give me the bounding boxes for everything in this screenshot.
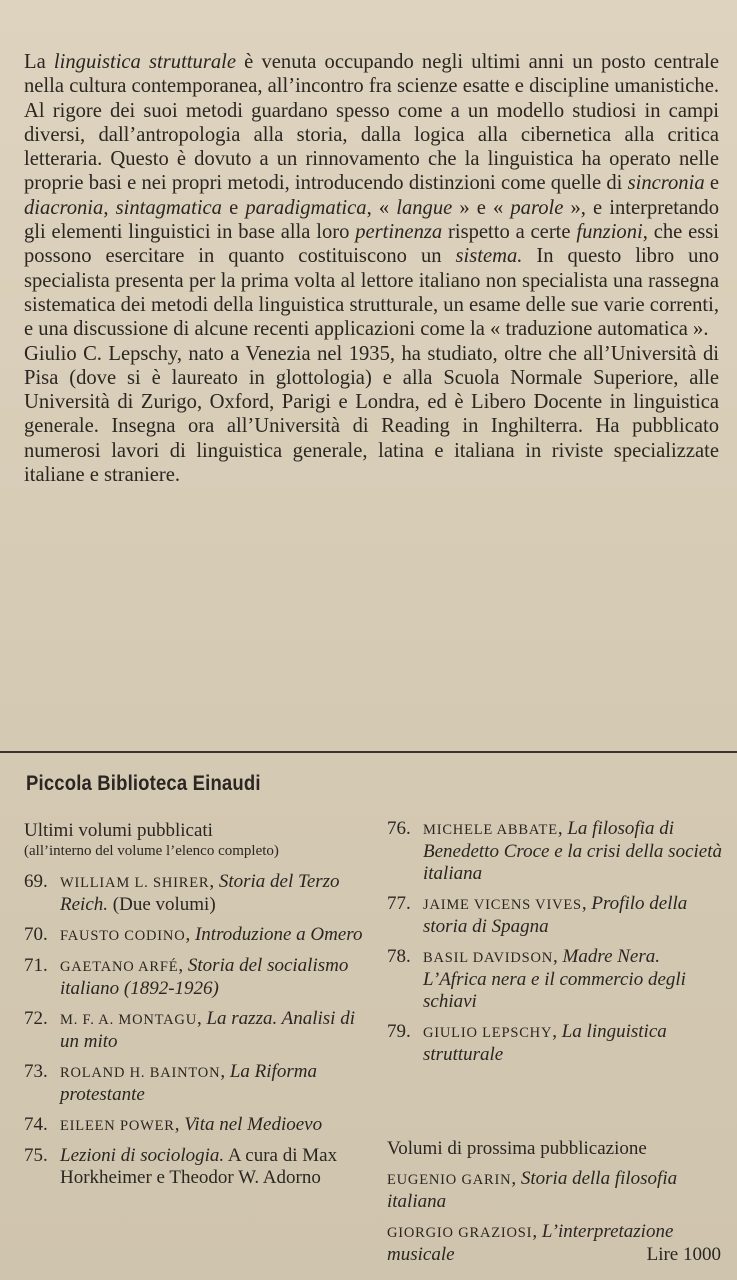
author-name: WILLIAM L. SHIRER [60,875,210,891]
volume-number: 73. [24,1061,48,1082]
volume-list-item: 74. EILEEN POWER, Vita nel Medioevo [24,1114,323,1135]
volume-number: 76. [387,818,411,839]
price-label: Lire 1000 [646,1244,721,1265]
volumes-column-left [24,820,369,1197]
upcoming-volumes-heading: Volumi di prossima pubblicazione [387,1138,647,1159]
volume-list-item: 76. MICHELE ABBATE, La filosofia di Benedetto Croce e la crisi della società italiana [387,818,722,884]
volume-number: 75. [24,1145,48,1166]
volumes-column-right [387,818,722,1274]
author-name: FAUSTO CODINO [60,928,186,944]
author-name: GIORGIO GRAZIOSI [387,1225,533,1241]
upcoming-volume-item: EUGENIO GARIN, Storia della filosofia italiana [387,1168,678,1212]
volume-list-item: 79. GIULIO LEPSCHY, La linguistica strutturale [387,1021,667,1065]
volume-number: 77. [387,893,411,914]
volume-title: Storia della filosofia italiana [387,1168,678,1212]
volume-list-item: 78. BASIL DAVIDSON, Madre Nera. L’Africa nera e il commercio degli schiavi [387,946,686,1012]
blurb-paragraph-description: La linguistica strutturale è venuta occupando negli ultimi anni un posto centrale nella cultura contemporanea, all’incontro fra scienze esatte e discipline umanistiche. Al rigore dei suoi metodi guardano spesso come a un modello studiosi in campi diversi, dall’antropologia alla storia, dalla logica alla cibernetica alla critica letteraria. Questo è dovuto a un rinnovamento che la linguistica ha operato nelle proprie basi e nei propri metodi, introducendo distinzioni come quelle di sincronia e diacronia, sintagmatica e paradigmatica, « langue » e « parole », e interpretando gli elementi linguistici in base alla loro pertinenza rispetto a certe funzioni, che essi possono esercitare in quanto costituiscono un sistema. In questo libro uno specialista presenta per la prima volta al lettore italiano non specialista una rassegna sistematica dei metodi della linguistica strutturale, un esame delle sue varie correnti, e una discussione di alcune recenti applicazioni come la « traduzione automatica ». [24,51,720,341]
author-name: MICHELE ABBATE [423,822,558,838]
volume-number: 78. [387,946,411,967]
recent-volumes-list-left [24,871,369,1189]
volume-list-item: 73. ROLAND H. BAINTON, La Riforma protestante [24,1061,317,1105]
volume-number: 79. [387,1021,411,1042]
volume-title: L’interpretazione musicale [387,1221,674,1265]
volume-number: 74. [24,1114,48,1135]
blurb [24,50,719,487]
series-title: Piccola Biblioteca Einaudi [26,771,261,795]
volume-list-item: 77. JAIME VICENS VIVES, Profilo della storia di Spagna [387,893,688,937]
author-name: JAIME VICENS VIVES [423,897,582,913]
volume-number: 72. [24,1008,48,1029]
author-name: GAETANO ARFÉ [60,959,179,975]
recent-volumes-list-right [387,818,722,1066]
volume-number: 70. [24,924,48,945]
volume-list-item: 75. Lezioni di sociologia. A cura di Max Horkheimer e Theodor W. Adorno [24,1145,338,1188]
volume-list-item: 70. FAUSTO CODINO, Introduzione a Omero [24,924,363,945]
blurb-paragraph-author-bio: Giulio C. Lepschy, nato a Venezia nel 1935, ha studiato, oltre che all’Università di Pisa (dove si è laureato in glottologia) e alla Scuola Normale Superiore, alle Università di Zurigo, Oxford, Parigi e Londra, ed è Libero Docente in linguistica generale. Insegna ora all’Università di Reading in Inghilterra. Ha pubblicato numerosi lavori di linguistica generale, latina e italiana in riviste specializzate italiane e straniere. [24,342,719,487]
volume-list-item: 72. M. F. A. MONTAGU, La razza. Analisi di un mito [24,1008,355,1052]
volume-number: 71. [24,955,48,976]
recent-volumes-note: (all’interno del volume l’elenco completo) [24,843,279,859]
author-name: BASIL DAVIDSON [423,950,554,966]
volume-list-item: 69. WILLIAM L. SHIRER, Storia del Terzo Reich. (Due volumi) [24,871,340,915]
volume-list-item: 71. GAETANO ARFÉ, Storia del socialismo italiano (1892-1926) [24,955,349,999]
recent-volumes-heading: Ultimi volumi pubblicati [24,820,213,841]
author-name: GIULIO LEPSCHY [423,1025,553,1041]
author-name: EILEEN POWER [60,1118,175,1134]
author-name: M. F. A. MONTAGU [60,1012,197,1028]
upcoming-volume-item: GIORGIO GRAZIOSI, L’interpretazione musicale [387,1221,674,1265]
volume-number: 69. [24,871,48,892]
divider-rule [0,751,737,753]
author-name: EUGENIO GARIN [387,1172,512,1188]
author-name: ROLAND H. BAINTON [60,1065,221,1081]
